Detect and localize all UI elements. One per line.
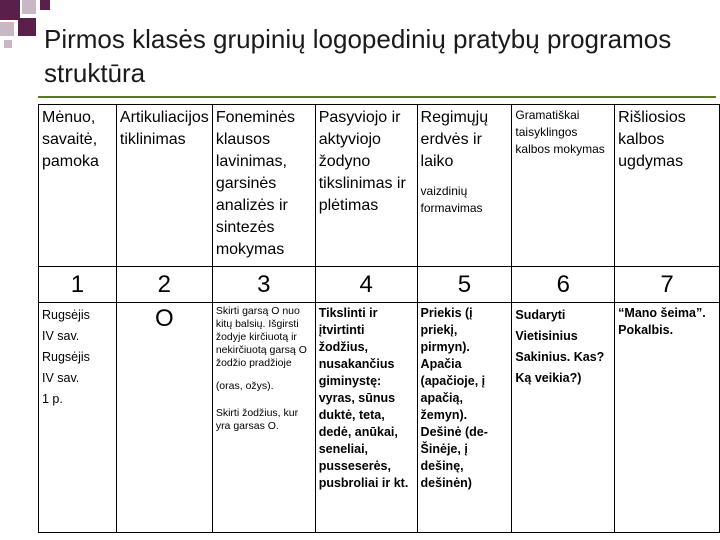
table-header-row [39,105,720,267]
deco-square [18,18,36,36]
grammar-cell: Sudaryti Vietisinius Sakinius. Kas? Ką veikia?) [512,303,615,533]
month-line: IV sav. [42,329,80,343]
deco-square [4,40,12,48]
month-line: Rugsėjis [42,350,90,364]
header-coherent: Rišliosios kalbos ugdymas [615,105,720,267]
number-cell: 5 [417,267,512,303]
number-cell: 7 [615,267,720,303]
articulation-sound: O [116,303,212,533]
month-line: IV sav. [42,371,80,385]
deco-square [22,0,36,14]
header-grammar: Gramatiškai taisyklingos kalbos mokymas [512,105,615,267]
deco-square [40,0,50,10]
table-number-row [39,267,720,303]
phonemic-task: Skirti žodžius, kur yra garsas O. [215,407,299,432]
header-visual [417,105,512,267]
header-month: Mėnuo, savaitė, pamoka [39,105,117,267]
title-divider [38,96,716,98]
program-table [38,104,720,533]
phonemic-cell [212,303,315,533]
header-vocabulary: Pasyviojo ir aktyviojo žodyno tikslinimas ir plėtimas [315,105,417,267]
month-cell [39,303,117,533]
month-line: Rugsėjis [42,308,90,322]
vocabulary-cell: Tikslinti ir įtvirtinti žodžius, nusakančius giminystę: vyras, sūnus duktė, teta, dedė, anūkai, seneliai, pusseserės, pusbroliai ir kt. [315,303,417,533]
number-cell: 6 [512,267,615,303]
coherent-cell: “Mano šeima”. Pokalbis. [615,303,720,533]
phonemic-examples: (oras, ožys). [215,380,274,392]
number-cell: 1 [39,267,117,303]
header-visual-sub: vaizdinių formavimas [420,184,483,215]
number-cell: 3 [212,267,315,303]
header-visual-main: Regimųjų erdvės ir laiko [420,109,489,170]
month-line: 1 p. [42,392,63,406]
table-row [39,303,720,533]
phonemic-text: Skirti garsą O nuo kitų balsių. Išgirsti žodyje kirčiuotą ir nekirčiuotą garsą O žodžio pradžioje [215,305,307,369]
number-cell: 2 [116,267,212,303]
number-cell: 4 [315,267,417,303]
visual-cell: Priekis (į priekį, pirmyn). Apačia (apačioje, į apačią, žemyn). Dešinė (de-Šinėje, į dešinę, dešinėn) [417,303,512,533]
header-phonemic: Foneminės klausos lavinimas, garsinės analizės ir sintezės mokymas [212,105,315,267]
deco-square [0,0,20,20]
header-articulation: Artikuliacijos tiklinimas [116,105,212,267]
deco-square [0,22,14,36]
page-title: Pirmos klasės grupinių logopedinių pratybų programos struktūra [44,24,672,88]
